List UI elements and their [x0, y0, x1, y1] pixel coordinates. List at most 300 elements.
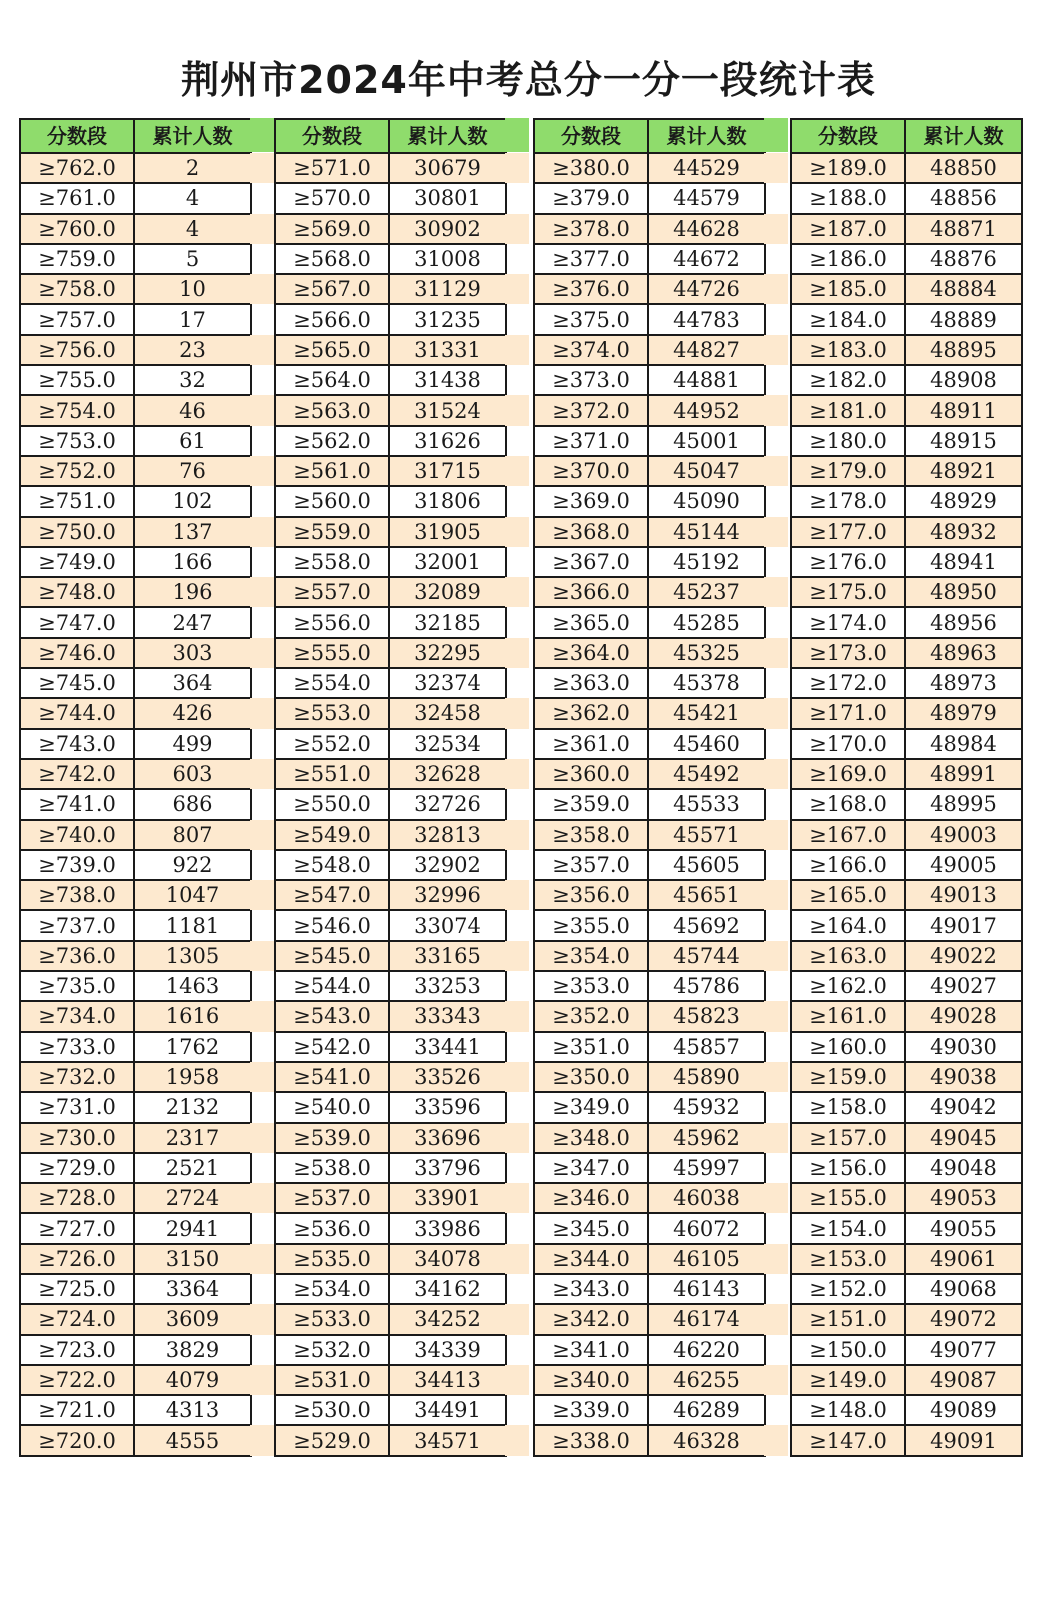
- table-row: [534, 1425, 765, 1455]
- table-row: [275, 850, 506, 880]
- score-cell: ≥745.0: [20, 668, 134, 698]
- cumulative-count-cell: 48995: [905, 789, 1022, 819]
- cumulative-count-cell: 5: [134, 244, 251, 274]
- table-row: [791, 1395, 1022, 1425]
- cumulative-count-cell: 46174: [648, 1304, 765, 1334]
- score-cell: ≥561.0: [275, 456, 389, 486]
- table-row: [534, 1213, 765, 1243]
- score-cell: ≥343.0: [534, 1274, 648, 1304]
- cumulative-count-cell: 31331: [389, 335, 506, 365]
- score-cell: ≥723.0: [20, 1335, 134, 1365]
- score-cell: ≥540.0: [275, 1092, 389, 1122]
- table-row: [20, 426, 251, 456]
- gap-row-strip: [505, 1123, 529, 1153]
- table-row: [275, 1153, 506, 1183]
- score-cell: ≥532.0: [275, 1335, 389, 1365]
- gap-row-strip: [250, 214, 274, 244]
- cumulative-count-cell: 499: [134, 729, 251, 759]
- cumulative-count-cell: 45378: [648, 668, 765, 698]
- cumulative-count-cell: 3609: [134, 1304, 251, 1334]
- cumulative-count-cell: 364: [134, 668, 251, 698]
- table-row: [791, 759, 1022, 789]
- score-cell: ≥536.0: [275, 1213, 389, 1243]
- gap-row-strip: [250, 1365, 274, 1395]
- table-row: [275, 456, 506, 486]
- gap-header-strip: [505, 118, 529, 152]
- cumulative-count-cell: 45651: [648, 880, 765, 910]
- cumulative-count-cell: 48895: [905, 335, 1022, 365]
- score-cell: ≥175.0: [791, 577, 905, 607]
- gap-row-strip: [505, 1304, 529, 1334]
- table-row: [791, 698, 1022, 728]
- table-row: [20, 517, 251, 547]
- gap-row-strip: [250, 395, 274, 425]
- score-cell: ≥360.0: [534, 759, 648, 789]
- cumulative-count-cell: 31626: [389, 426, 506, 456]
- cumulative-count-cell: 32185: [389, 607, 506, 637]
- cumulative-count-cell: 3364: [134, 1274, 251, 1304]
- score-cell: ≥735.0: [20, 971, 134, 1001]
- gap-row-strip: [505, 759, 529, 789]
- table-row: [275, 304, 506, 334]
- cumulative-count-cell: 45421: [648, 698, 765, 728]
- score-header: 分数段: [20, 119, 134, 153]
- score-cell: ≥359.0: [534, 789, 648, 819]
- table-body: [20, 153, 251, 1456]
- table-row: [534, 1244, 765, 1274]
- cumulative-count-cell: 44672: [648, 244, 765, 274]
- score-cell: ≥179.0: [791, 456, 905, 486]
- cumulative-count-cell: 23: [134, 335, 251, 365]
- gap-row-strip: [764, 1244, 788, 1274]
- cumulative-count-cell: 33696: [389, 1123, 506, 1153]
- table-row: [791, 365, 1022, 395]
- table-row: [534, 1335, 765, 1365]
- cumulative-header: 累计人数: [134, 119, 251, 153]
- score-cell: ≥378.0: [534, 214, 648, 244]
- table-row: [20, 1153, 251, 1183]
- score-cell: ≥559.0: [275, 517, 389, 547]
- gap-row-strip: [764, 1425, 788, 1455]
- cumulative-count-cell: 2132: [134, 1092, 251, 1122]
- table-row: [20, 456, 251, 486]
- score-cell: ≥749.0: [20, 547, 134, 577]
- table-row: [275, 365, 506, 395]
- cumulative-count-cell: 33074: [389, 910, 506, 940]
- table-row: [791, 486, 1022, 516]
- table-row: [20, 638, 251, 668]
- score-cell: ≥742.0: [20, 759, 134, 789]
- table-row: [275, 395, 506, 425]
- table-row: [20, 1123, 251, 1153]
- cumulative-count-cell: 34571: [389, 1425, 506, 1455]
- cumulative-count-cell: 61: [134, 426, 251, 456]
- cumulative-count-cell: 166: [134, 547, 251, 577]
- table-row: [534, 1001, 765, 1031]
- table-row: [20, 1425, 251, 1455]
- table-row: [534, 1304, 765, 1334]
- table-row: [534, 1274, 765, 1304]
- score-cell: ≥571.0: [275, 153, 389, 183]
- cumulative-count-cell: 49061: [905, 1244, 1022, 1274]
- score-cell: ≥570.0: [275, 183, 389, 213]
- gap-row-strip: [250, 517, 274, 547]
- gap-row-strip: [764, 1001, 788, 1031]
- score-cell: ≥150.0: [791, 1335, 905, 1365]
- score-cell: ≥361.0: [534, 729, 648, 759]
- score-cell: ≥743.0: [20, 729, 134, 759]
- score-cell: ≥538.0: [275, 1153, 389, 1183]
- cumulative-count-cell: 1958: [134, 1062, 251, 1092]
- gap-row-strip: [764, 1365, 788, 1395]
- score-cell: ≥356.0: [534, 880, 648, 910]
- table-row: [275, 1425, 506, 1455]
- table-row: [534, 910, 765, 940]
- score-cell: ≥569.0: [275, 214, 389, 244]
- cumulative-count-cell: 32374: [389, 668, 506, 698]
- score-cell: ≥721.0: [20, 1395, 134, 1425]
- table-row: [20, 698, 251, 728]
- score-cell: ≥739.0: [20, 850, 134, 880]
- table-row: [20, 1213, 251, 1243]
- score-cell: ≥354.0: [534, 941, 648, 971]
- table-row: [275, 759, 506, 789]
- score-cell: ≥550.0: [275, 789, 389, 819]
- table-row: [275, 486, 506, 516]
- score-cell: ≥344.0: [534, 1244, 648, 1274]
- score-cell: ≥158.0: [791, 1092, 905, 1122]
- score-cell: ≥729.0: [20, 1153, 134, 1183]
- table-row: [534, 1365, 765, 1395]
- cumulative-count-cell: 32726: [389, 789, 506, 819]
- gap-row-strip: [250, 1244, 274, 1274]
- cumulative-count-cell: 44579: [648, 183, 765, 213]
- score-cell: ≥345.0: [534, 1213, 648, 1243]
- table-row: [20, 1395, 251, 1425]
- cumulative-count-cell: 44881: [648, 365, 765, 395]
- table-row: [20, 486, 251, 516]
- gap-row-strip: [505, 517, 529, 547]
- gap-row-strip: [250, 1001, 274, 1031]
- table-row: [20, 1274, 251, 1304]
- score-cell: ≥751.0: [20, 486, 134, 516]
- cumulative-count-cell: 45460: [648, 729, 765, 759]
- table-row: [791, 1365, 1022, 1395]
- cumulative-count-cell: 46: [134, 395, 251, 425]
- table-row: [791, 395, 1022, 425]
- score-cell: ≥732.0: [20, 1062, 134, 1092]
- table-row: [534, 789, 765, 819]
- table-row: [20, 274, 251, 304]
- score-cell: ≥730.0: [20, 1123, 134, 1153]
- cumulative-count-cell: 1762: [134, 1032, 251, 1062]
- score-cell: ≥752.0: [20, 456, 134, 486]
- score-cell: ≥548.0: [275, 850, 389, 880]
- table-row: [275, 1274, 506, 1304]
- table-body: [791, 153, 1022, 1456]
- gap-row-strip: [764, 880, 788, 910]
- cumulative-count-cell: 32295: [389, 638, 506, 668]
- score-cell: ≥371.0: [534, 426, 648, 456]
- table-row: [791, 456, 1022, 486]
- cumulative-count-cell: 49028: [905, 1001, 1022, 1031]
- table-row: [791, 880, 1022, 910]
- gap-row-strip: [764, 395, 788, 425]
- header-row: [275, 119, 506, 153]
- table-row: [275, 880, 506, 910]
- table-row: [534, 304, 765, 334]
- score-cell: ≥725.0: [20, 1274, 134, 1304]
- score-cell: ≥379.0: [534, 183, 648, 213]
- score-cell: ≥762.0: [20, 153, 134, 183]
- score-table-2: [274, 118, 507, 1457]
- cumulative-count-cell: 45047: [648, 456, 765, 486]
- score-cell: ≥173.0: [791, 638, 905, 668]
- gap-row-strip: [505, 638, 529, 668]
- table-row: [791, 1183, 1022, 1213]
- gap-row-strip: [764, 1304, 788, 1334]
- table-row: [534, 365, 765, 395]
- cumulative-count-cell: 31008: [389, 244, 506, 274]
- table-row: [534, 183, 765, 213]
- cumulative-count-cell: 30801: [389, 183, 506, 213]
- cumulative-count-cell: 49091: [905, 1425, 1022, 1455]
- score-cell: ≥731.0: [20, 1092, 134, 1122]
- table-row: [20, 1001, 251, 1031]
- table-row: [20, 547, 251, 577]
- score-cell: ≥565.0: [275, 335, 389, 365]
- cumulative-count-cell: 1181: [134, 910, 251, 940]
- table-row: [534, 517, 765, 547]
- score-cell: ≥185.0: [791, 274, 905, 304]
- table-row: [534, 1183, 765, 1213]
- table-row: [20, 214, 251, 244]
- cumulative-count-cell: 48991: [905, 759, 1022, 789]
- table-row: [791, 820, 1022, 850]
- score-header: 分数段: [791, 119, 905, 153]
- score-cell: ≥744.0: [20, 698, 134, 728]
- gap-row-strip: [764, 638, 788, 668]
- score-cell: ≥154.0: [791, 1213, 905, 1243]
- score-cell: ≥357.0: [534, 850, 648, 880]
- score-cell: ≥373.0: [534, 365, 648, 395]
- score-cell: ≥566.0: [275, 304, 389, 334]
- table-row: [791, 1062, 1022, 1092]
- gap-header-strip: [250, 118, 274, 152]
- score-cell: ≥761.0: [20, 183, 134, 213]
- score-cell: ≥148.0: [791, 1395, 905, 1425]
- cumulative-count-cell: 30679: [389, 153, 506, 183]
- cumulative-count-cell: 46220: [648, 1335, 765, 1365]
- score-cell: ≥171.0: [791, 698, 905, 728]
- table-row: [791, 971, 1022, 1001]
- score-cell: ≥355.0: [534, 910, 648, 940]
- cumulative-count-cell: 49089: [905, 1395, 1022, 1425]
- score-cell: ≥722.0: [20, 1365, 134, 1395]
- table-row: [534, 274, 765, 304]
- score-cell: ≥736.0: [20, 941, 134, 971]
- cumulative-count-cell: 45144: [648, 517, 765, 547]
- score-cell: ≥180.0: [791, 426, 905, 456]
- cumulative-count-cell: 76: [134, 456, 251, 486]
- gap-row-strip: [250, 153, 274, 183]
- cumulative-count-cell: 49045: [905, 1123, 1022, 1153]
- table-row: [534, 1153, 765, 1183]
- table-row: [275, 426, 506, 456]
- cumulative-count-cell: 34252: [389, 1304, 506, 1334]
- table-row: [275, 820, 506, 850]
- cumulative-count-cell: 49038: [905, 1062, 1022, 1092]
- table-row: [534, 941, 765, 971]
- cumulative-count-cell: 45692: [648, 910, 765, 940]
- score-cell: ≥349.0: [534, 1092, 648, 1122]
- score-cell: ≥147.0: [791, 1425, 905, 1455]
- table-row: [20, 153, 251, 183]
- table-body: [534, 153, 765, 1456]
- score-cell: ≥542.0: [275, 1032, 389, 1062]
- cumulative-count-cell: 137: [134, 517, 251, 547]
- score-cell: ≥166.0: [791, 850, 905, 880]
- table-row: [534, 214, 765, 244]
- score-cell: ≥734.0: [20, 1001, 134, 1031]
- score-cell: ≥757.0: [20, 304, 134, 334]
- table-row: [20, 365, 251, 395]
- table-row: [534, 607, 765, 637]
- score-cell: ≥366.0: [534, 577, 648, 607]
- score-cell: ≥367.0: [534, 547, 648, 577]
- cumulative-count-cell: 45786: [648, 971, 765, 1001]
- gap-row-strip: [250, 941, 274, 971]
- gap-row-strip: [505, 335, 529, 365]
- column-gap: [505, 118, 529, 1580]
- gap-row-strip: [505, 698, 529, 728]
- header-row: [791, 119, 1022, 153]
- cumulative-count-cell: 48963: [905, 638, 1022, 668]
- score-cell: ≥748.0: [20, 577, 134, 607]
- cumulative-count-cell: 33986: [389, 1213, 506, 1243]
- gap-row-strip: [505, 1001, 529, 1031]
- table-row: [20, 1062, 251, 1092]
- gap-row-strip: [250, 577, 274, 607]
- table-row: [791, 910, 1022, 940]
- cumulative-count-cell: 31235: [389, 304, 506, 334]
- score-cell: ≥553.0: [275, 698, 389, 728]
- cumulative-count-cell: 44726: [648, 274, 765, 304]
- column-gap: [764, 118, 788, 1580]
- cumulative-count-cell: 44628: [648, 214, 765, 244]
- cumulative-count-cell: 45001: [648, 426, 765, 456]
- gap-row-strip: [505, 880, 529, 910]
- score-cell: ≥558.0: [275, 547, 389, 577]
- table-body: [275, 153, 506, 1456]
- cumulative-count-cell: 45090: [648, 486, 765, 516]
- table-row: [275, 941, 506, 971]
- score-table-4: [790, 118, 1023, 1457]
- cumulative-count-cell: 31715: [389, 456, 506, 486]
- score-cell: ≥183.0: [791, 335, 905, 365]
- cumulative-count-cell: 32628: [389, 759, 506, 789]
- cumulative-count-cell: 44827: [648, 335, 765, 365]
- gap-row-strip: [505, 1425, 529, 1455]
- gap-row-strip: [250, 1062, 274, 1092]
- gap-row-strip: [764, 153, 788, 183]
- score-cell: ≥537.0: [275, 1183, 389, 1213]
- score-cell: ≥374.0: [534, 335, 648, 365]
- score-cell: ≥543.0: [275, 1001, 389, 1031]
- cumulative-count-cell: 46328: [648, 1425, 765, 1455]
- cumulative-count-cell: 46072: [648, 1213, 765, 1243]
- table-row: [791, 517, 1022, 547]
- score-cell: ≥733.0: [20, 1032, 134, 1062]
- gap-row-strip: [505, 214, 529, 244]
- cumulative-count-cell: 48921: [905, 456, 1022, 486]
- table-row: [534, 638, 765, 668]
- cumulative-count-cell: 45997: [648, 1153, 765, 1183]
- score-cell: ≥547.0: [275, 880, 389, 910]
- cumulative-count-cell: 3829: [134, 1335, 251, 1365]
- cumulative-count-cell: 303: [134, 638, 251, 668]
- table-row: [275, 1395, 506, 1425]
- score-cell: ≥338.0: [534, 1425, 648, 1455]
- table-row: [275, 1032, 506, 1062]
- table-row: [275, 1213, 506, 1243]
- score-cell: ≥160.0: [791, 1032, 905, 1062]
- gap-row-strip: [764, 577, 788, 607]
- score-cell: ≥535.0: [275, 1244, 389, 1274]
- score-cell: ≥554.0: [275, 668, 389, 698]
- cumulative-count-cell: 49005: [905, 850, 1022, 880]
- score-cell: ≥186.0: [791, 244, 905, 274]
- table-row: [275, 1183, 506, 1213]
- table-row: [791, 1032, 1022, 1062]
- cumulative-count-cell: 34413: [389, 1365, 506, 1395]
- gap-row-strip: [250, 1304, 274, 1334]
- cumulative-count-cell: 48850: [905, 153, 1022, 183]
- gap-row-strip: [764, 698, 788, 728]
- gap-row-strip: [505, 395, 529, 425]
- score-cell: ≥760.0: [20, 214, 134, 244]
- table-row: [275, 214, 506, 244]
- cumulative-count-cell: 3150: [134, 1244, 251, 1274]
- cumulative-count-cell: 102: [134, 486, 251, 516]
- score-cell: ≥750.0: [20, 517, 134, 547]
- score-cell: ≥544.0: [275, 971, 389, 1001]
- gap-row-strip: [505, 153, 529, 183]
- table-row: [791, 607, 1022, 637]
- gap-row-strip: [505, 274, 529, 304]
- cumulative-count-cell: 30902: [389, 214, 506, 244]
- score-header: 分数段: [275, 119, 389, 153]
- cumulative-count-cell: 44529: [648, 153, 765, 183]
- score-cell: ≥545.0: [275, 941, 389, 971]
- cumulative-count-cell: 45962: [648, 1123, 765, 1153]
- cumulative-count-cell: 45237: [648, 577, 765, 607]
- cumulative-count-cell: 48984: [905, 729, 1022, 759]
- cumulative-count-cell: 48941: [905, 547, 1022, 577]
- score-cell: ≥746.0: [20, 638, 134, 668]
- table-row: [275, 1001, 506, 1031]
- table-row: [20, 850, 251, 880]
- header-row: [20, 119, 251, 153]
- table-row: [20, 1365, 251, 1395]
- cumulative-count-cell: 33165: [389, 941, 506, 971]
- gap-row-strip: [764, 335, 788, 365]
- cumulative-count-cell: 32458: [389, 698, 506, 728]
- gap-row-strip: [505, 456, 529, 486]
- score-header: 分数段: [534, 119, 648, 153]
- header-row: [534, 119, 765, 153]
- cumulative-count-cell: 196: [134, 577, 251, 607]
